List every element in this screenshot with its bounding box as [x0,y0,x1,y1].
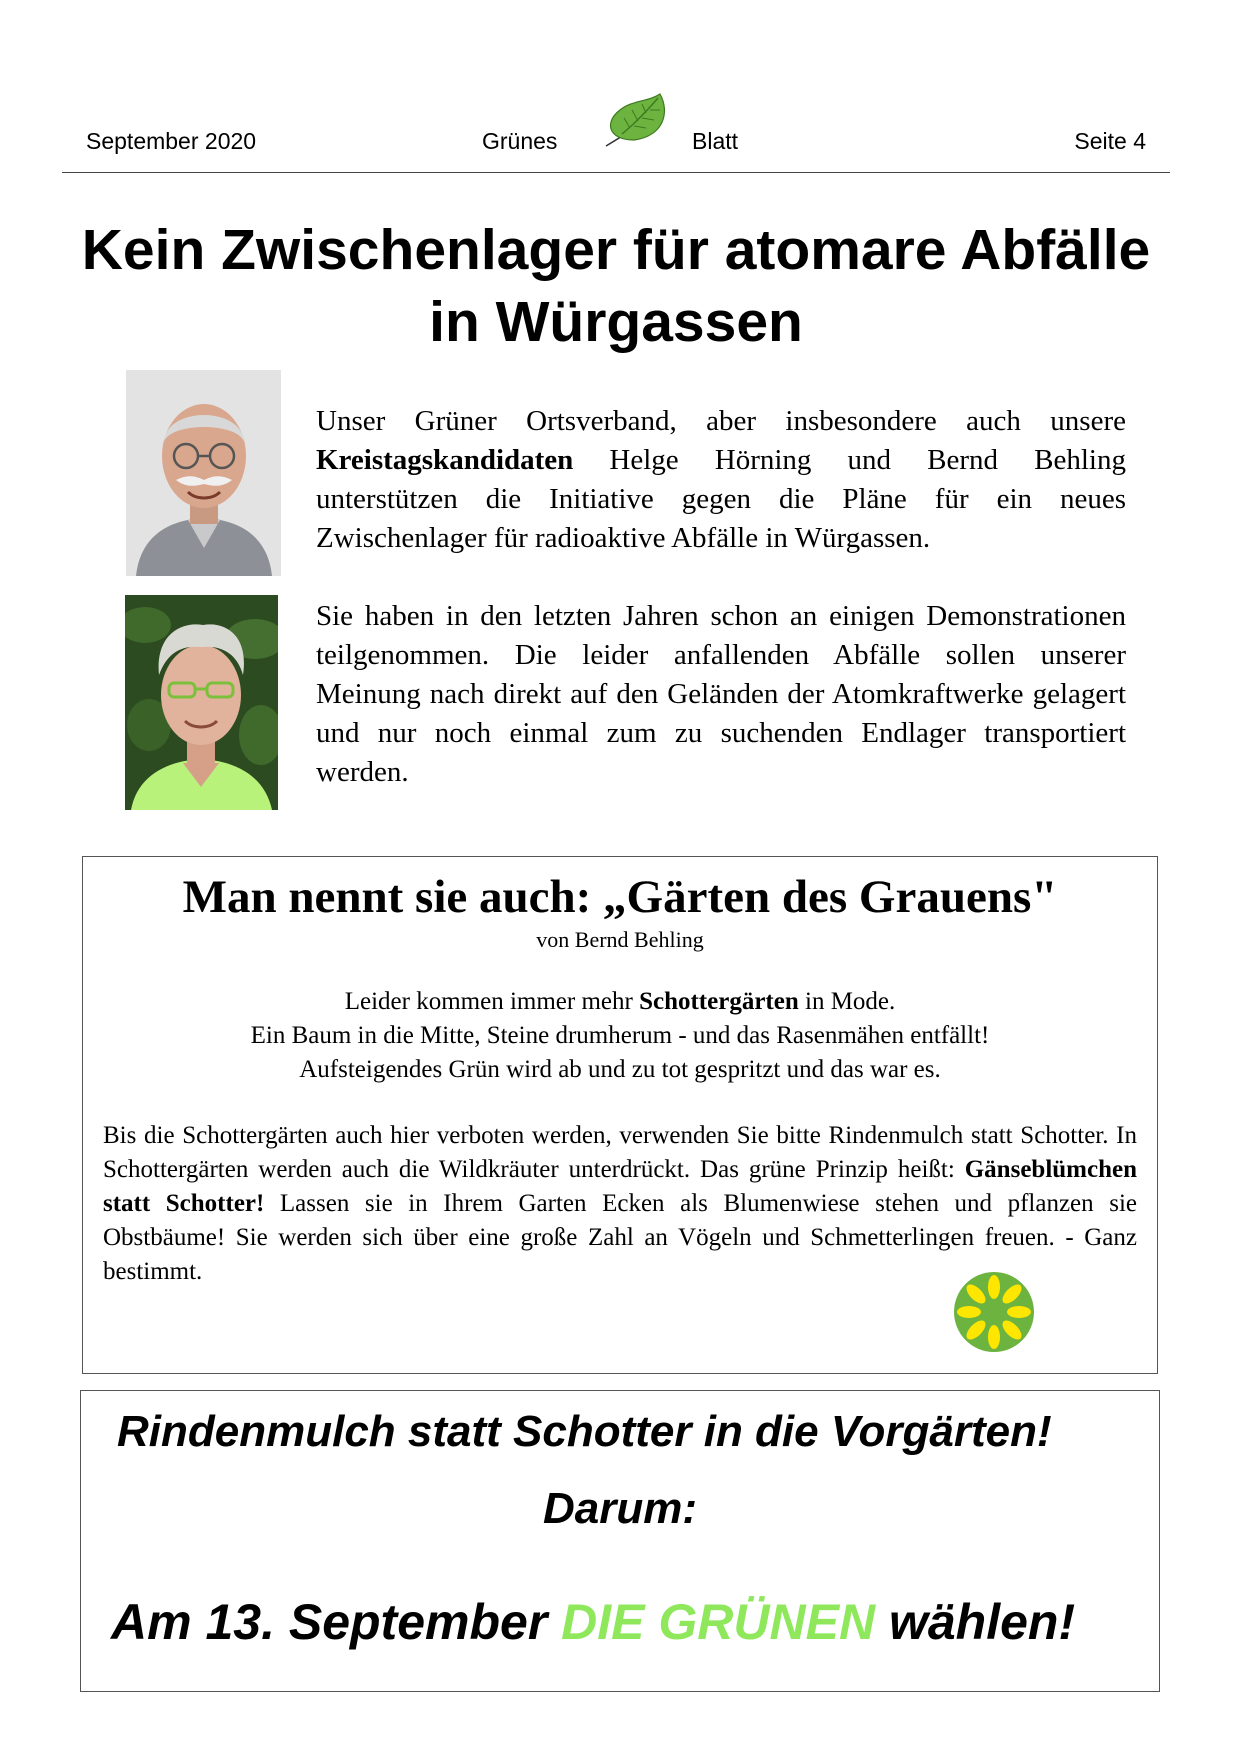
page-header [62,88,1170,173]
header-title-left: Grünes [482,128,558,154]
header-page-number: Seite 4 [1074,128,1146,154]
article-paragraph-2: Sie haben in den letzten Jahren schon an einigen Demonstrationen teilgenommen. Die leider anfallenden Abfälle sollen unserer Meinung nach direkt auf den Geländen der Atomkraftwerke gelagert und nur noch einmal zum zu suchenden Endlager transportiert werden. [316,600,1126,788]
body-bold-text: Gänseblümchen statt Schotter! [103,1156,1137,1217]
gardens-box-title: Man nennt sie auch: „Gärten des Grauens" [182,871,1058,923]
intro-line-1 [83,985,1157,1019]
paragraph-text: Helge Hörning und Bernd Behling unterstützen die Initiative gegen die Pläne für ein neues Zwischenlager für radioaktive Abfälle in Würgassen. [316,444,1126,554]
article-headline: Kein Zwischenlager für atomare Abfälle in Würgassen [81,218,1151,354]
intro-text: in Mode. [798,988,896,1015]
call-line-2: Darum: [542,1484,698,1533]
intro-line-3: Aufsteigendes Grün wird ab und zu tot gespritzt und das war es. [299,1056,941,1083]
call-line-3 [111,1587,1075,1657]
paragraph-text: Unser Grüner Ortsverband, aber insbesondere auch unsere [316,405,1126,437]
article-paragraph-1 [316,402,1126,558]
header-date: September 2020 [86,128,257,154]
call-line-1: Rindenmulch statt Schotter in die Vorgärten! [117,1407,1052,1456]
gardens-box-body [103,1119,1137,1289]
intro-line-2: Ein Baum in die Mitte, Steine drumherum - und das Rasenmähen entfällt! [250,1022,990,1049]
portrait-photo-2 [125,595,278,810]
portrait-photo-1 [126,370,281,576]
body-text: Lassen sie in Ihrem Garten Ecken als Blumenwiese stehen und pflanzen sie Obstbäume! Sie werden sich über eine große Zahl an Vögeln und Schmetterlingen freuen. - Ganz bestimmt. [103,1190,1137,1285]
paragraph-bold-text: Kreistagskandidaten [316,444,574,476]
intro-bold-text: Schottergärten [639,988,799,1015]
body-text: Bis die Schottergärten auch hier verboten werden, verwenden Sie bitte Rindenmulch statt Schotter. In Schottergärten werden auch die Wildkräuter unterdrückt. Das grüne Prinzip heißt: [103,1122,1137,1183]
gardens-box-intro [83,985,1157,1087]
header-title-right: Blatt [692,128,739,154]
intro-text: Leider kommen immer mehr [344,988,640,1015]
call-text: Am 13. September [111,1594,562,1650]
call-text: wählen! [875,1594,1076,1650]
leaf-icon [600,88,674,152]
gardens-box-author: von Bernd Behling [536,927,704,952]
election-call-box [80,1390,1160,1692]
sunflower-icon [953,1271,1035,1353]
party-name: DIE GRÜNEN [561,1594,876,1650]
gardens-box [82,856,1158,1374]
